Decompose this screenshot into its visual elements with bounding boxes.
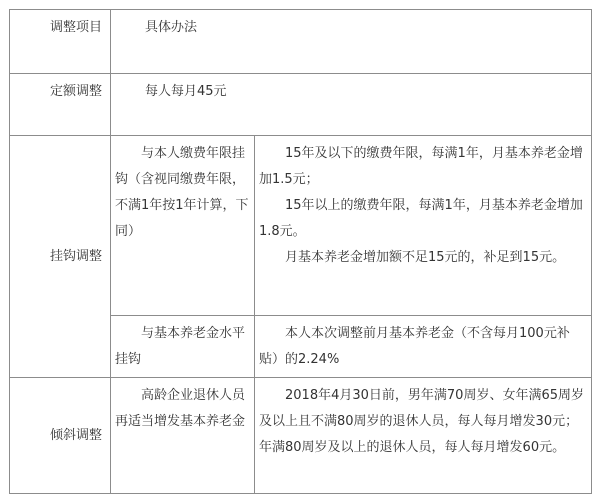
linked-sub1-label: 与本人缴费年限挂钩（含视同缴费年限，不满1年按1年计算，下同） bbox=[115, 146, 249, 239]
linked-sub2-label-cell bbox=[111, 316, 255, 378]
linked-sub1-content-cell bbox=[255, 136, 592, 316]
pension-adjustment-table bbox=[9, 9, 592, 494]
tilt-label-cell bbox=[10, 378, 111, 494]
table-row-tilt bbox=[10, 378, 592, 494]
table-row-linked-1 bbox=[10, 136, 592, 316]
linked-sub1-label-cell bbox=[111, 136, 255, 316]
tilt-label: 倾斜调整 bbox=[49, 427, 102, 443]
linked-sub2-label: 与基本养老金水平挂钩 bbox=[115, 326, 246, 367]
fixed-content: 每人每月45元 bbox=[145, 84, 227, 99]
table-row-header bbox=[10, 10, 592, 74]
linked-sub1-paragraph-3: 月基本养老金增加额不足15元的，补足到15元。 bbox=[285, 250, 566, 265]
header-label: 调整项目 bbox=[49, 20, 102, 35]
fixed-label-cell bbox=[10, 74, 111, 136]
tilt-content-cell bbox=[255, 378, 592, 494]
fixed-content-cell bbox=[111, 74, 592, 136]
tilt-sub-label-cell bbox=[111, 378, 255, 494]
tilt-sub-label: 高龄企业退休人员再适当增发基本养老金 bbox=[115, 388, 246, 429]
table-row-fixed bbox=[10, 74, 592, 136]
linked-sub1-paragraph-1: 15年及以下的缴费年限，每满1年，月基本养老金增加1.5元； bbox=[259, 146, 583, 187]
linked-label: 挂钩调整 bbox=[49, 248, 102, 264]
tilt-content: 2018年4月30日前，男年满70周岁、女年满65周岁及以上且不满80周岁的退休人员，每人每月增发30元；年满80周岁及以上的退休人员，每人每月增发60元。 bbox=[259, 388, 584, 455]
linked-sub2-content-cell bbox=[255, 316, 592, 378]
linked-sub1-paragraph-2: 15年以上的缴费年限，每满1年，月基本养老金增加1.8元。 bbox=[259, 198, 583, 239]
linked-label-cell bbox=[10, 136, 111, 378]
linked-sub2-content: 本人本次调整前月基本养老金（不含每月100元补贴）的2.24% bbox=[259, 326, 570, 367]
header-content-cell bbox=[111, 10, 592, 74]
header-label-cell bbox=[10, 10, 111, 74]
fixed-label: 定额调整 bbox=[49, 84, 102, 99]
header-content: 具体办法 bbox=[145, 20, 198, 35]
